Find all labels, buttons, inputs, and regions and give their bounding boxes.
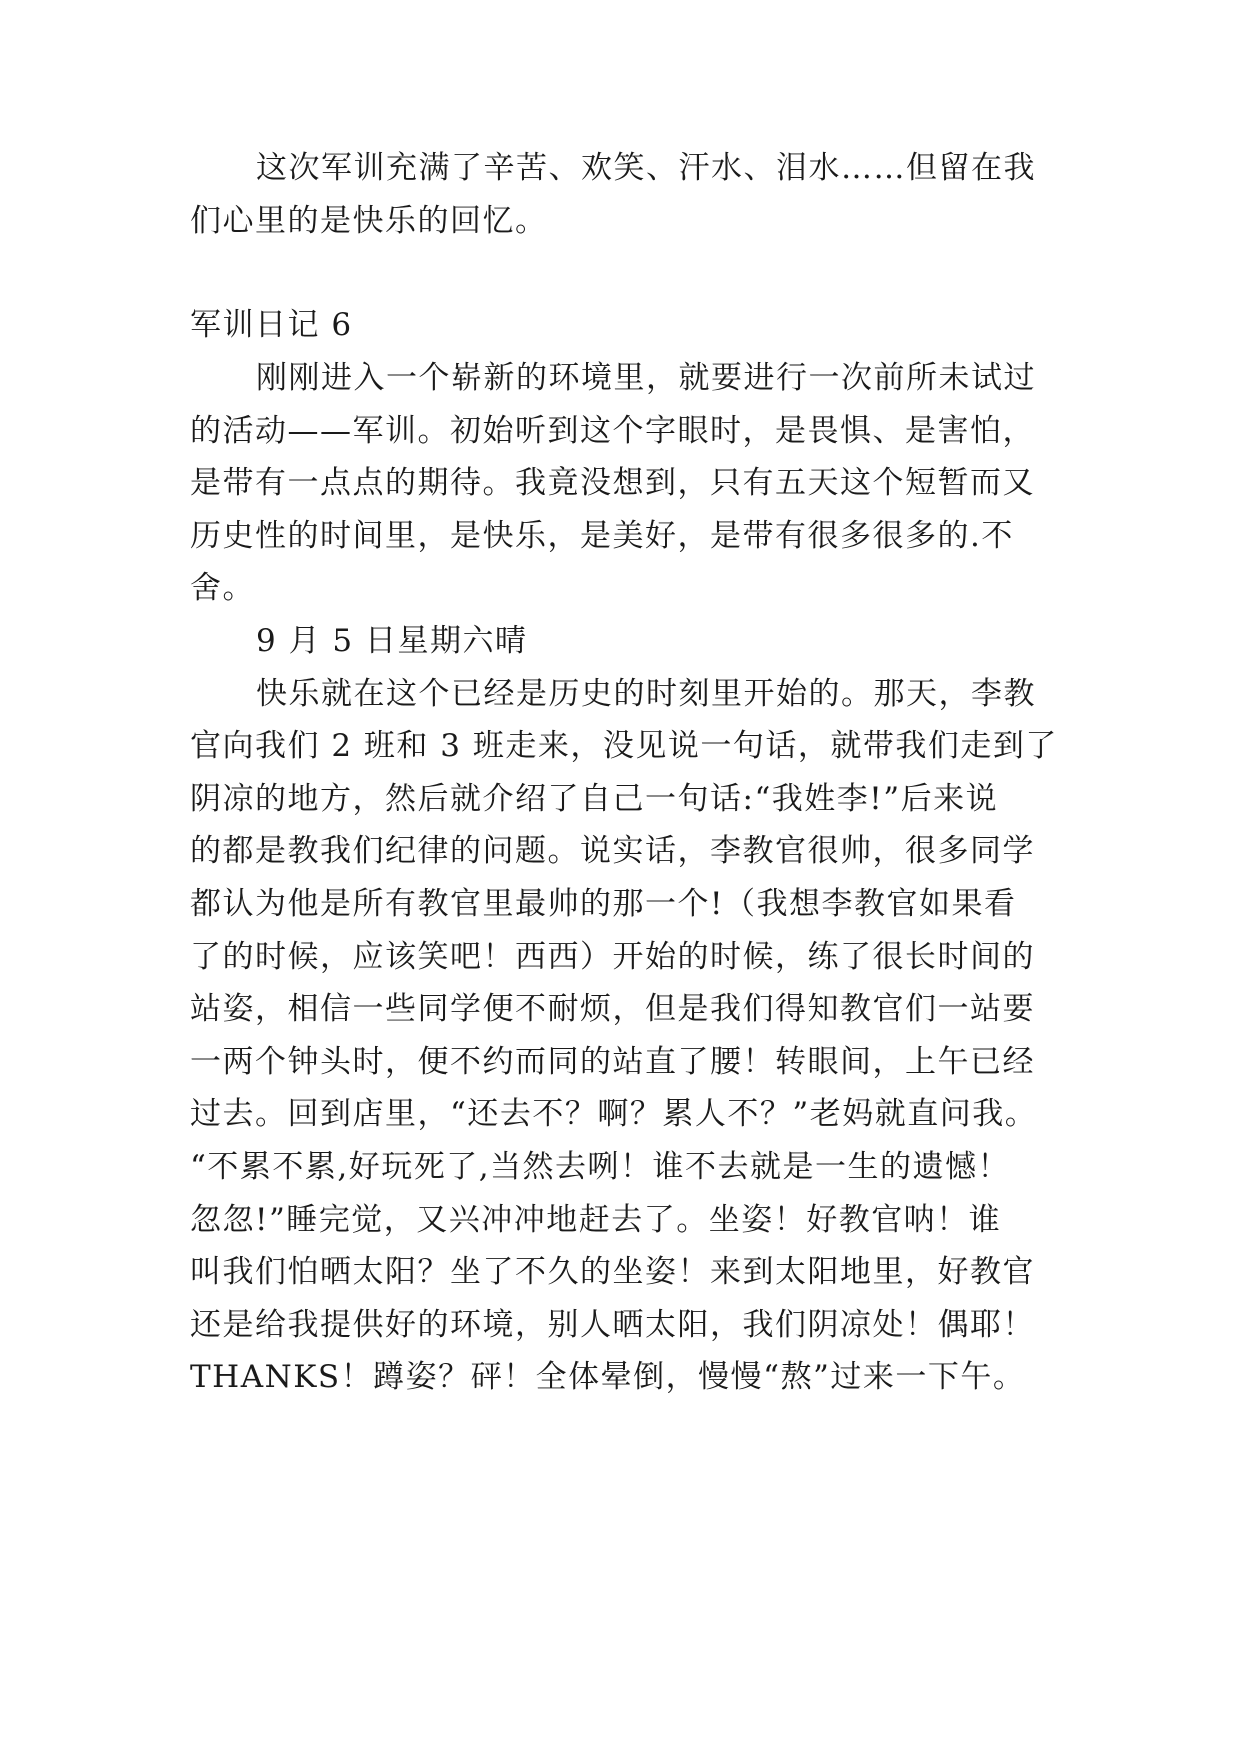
date-line: 9 月 5 日星期六晴 bbox=[256, 623, 528, 659]
body-line-4: 历史性的时间里，是快乐，是美好，是带有很多很多的.不 bbox=[190, 518, 1014, 554]
body-line-14: 一两个钟头时，便不约而同的站直了腰！转眼间，上午已经 bbox=[190, 1044, 1035, 1080]
body-line-15: 过去。回到店里，“还去不？啊？累人不？”老妈就直问我。 bbox=[190, 1096, 1038, 1132]
body-line-20: THANKS！蹲姿？砰！全体晕倒，慢慢“熬”过来一下午。 bbox=[190, 1359, 1026, 1395]
body-line-12: 了的时候，应该笑吧！西西）开始的时候，练了很长时间的 bbox=[190, 939, 1035, 975]
intro-paragraph-line-1: 这次军训充满了辛苦、欢笑、汗水、泪水……但留在我 bbox=[256, 150, 1036, 186]
intro-paragraph-line-2: 们心里的是快乐的回忆。 bbox=[190, 203, 548, 239]
body-line-8: 官向我们 2 班和 3 班走来，没见说一句话，就带我们走到了 bbox=[190, 728, 1058, 764]
body-line-18: 叫我们怕晒太阳？坐了不久的坐姿！来到太阳地里，好教官 bbox=[190, 1254, 1035, 1290]
body-line-9: 阴凉的地方，然后就介绍了自己一句话:“我姓李!”后来说 bbox=[190, 781, 999, 817]
body-line-3: 是带有一点点的期待。我竟没想到，只有五天这个短暂而又 bbox=[190, 465, 1035, 501]
section-title: 军训日记 6 bbox=[190, 307, 353, 343]
body-line-19: 还是给我提供好的环境，别人晒太阳，我们阴凉处！偶耶！ bbox=[190, 1307, 1035, 1343]
body-line-2: 的活动——军训。初始听到这个字眼时，是畏惧、是害怕， bbox=[190, 413, 1035, 449]
body-line-13: 站姿，相信一些同学便不耐烦，但是我们得知教官们一站要 bbox=[190, 991, 1035, 1027]
body-line-11: 都认为他是所有教官里最帅的那一个!（我想李教官如果看 bbox=[190, 886, 1017, 922]
body-line-17: 忽忽!”睡完觉，又兴冲冲地赶去了。坐姿！好教官呐！谁 bbox=[190, 1202, 1002, 1238]
body-line-10: 的都是教我们纪律的问题。说实话，李教官很帅，很多同学 bbox=[190, 833, 1035, 869]
body-line-5: 舍。 bbox=[190, 570, 255, 606]
body-line-1: 刚刚进入一个崭新的环境里，就要进行一次前所未试过 bbox=[256, 360, 1036, 396]
body-line-7: 快乐就在这个已经是历史的时刻里开始的。那天，李教 bbox=[256, 676, 1036, 712]
body-line-16: “不累不累,好玩死了,当然去咧！谁不去就是一生的遗憾！ bbox=[190, 1149, 1011, 1185]
